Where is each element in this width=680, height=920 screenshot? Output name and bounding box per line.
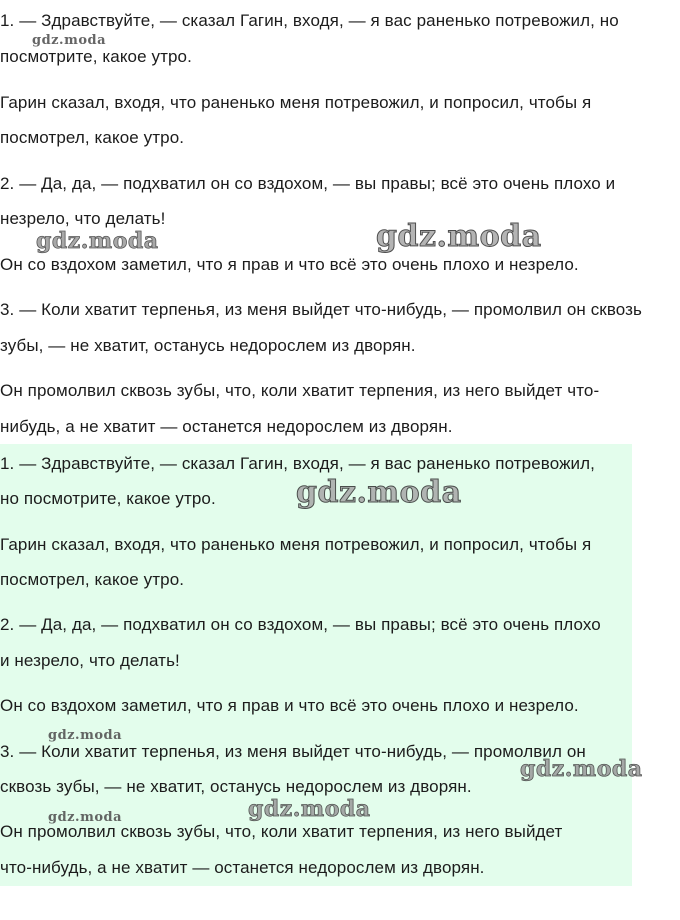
text-line: Гарин сказал, входя, что раненько меня потревожил, и попросил, чтобы я (0, 93, 592, 112)
watermark: gdz.moda (36, 228, 159, 254)
watermark: gdz.moda (248, 796, 371, 822)
text-line: 2. — Да, да, — подхватил он со вздохом, — вы правы; всё это очень плохо (0, 615, 601, 634)
text-line: посмотрите, какое утро. (0, 47, 192, 66)
text-line: сквозь зубы, — не хватит, останусь недорослем из дворян. (0, 777, 472, 796)
text-line: нибудь, а не хватит — останется недорослем из дворян. (0, 417, 453, 436)
text-line: Гарин сказал, входя, что раненько меня потревожил, и попросил, чтобы я (0, 535, 592, 554)
text-line: посмотрел, какое утро. (0, 570, 185, 589)
watermark: gdz.moda (48, 810, 123, 825)
text-line: 2. — Да, да, — подхватил он со вздохом, — вы правы; всё это очень плохо и (0, 174, 616, 193)
text-line: Он со вздохом заметил, что я прав и что всё это очень плохо и незрело. (0, 696, 579, 715)
text-line: 3. — Коли хватит терпенья, из меня выйдет что-нибудь, — промолвил он (0, 742, 586, 761)
text-line: незрело, что делать! (0, 209, 166, 228)
watermark: gdz.moda (376, 219, 542, 254)
text-line: 1. — Здравствуйте, — сказал Гагин, входя, — я вас раненько потревожил, но (0, 11, 619, 30)
text-line: что-нибудь, а не хватит — останется недорослем из дворян. (0, 858, 485, 877)
watermark: gdz.moda (32, 33, 107, 48)
text-line: зубы, — не хватит, останусь недорослем из дворян. (0, 336, 416, 355)
watermark: gdz.moda (48, 728, 123, 743)
text-line: посмотрел, какое утро. (0, 128, 185, 147)
text-line: 3. — Коли хватит терпенья, из меня выйдет что-нибудь, — промолвил он сквозь (0, 300, 642, 319)
watermark: gdz.moda (296, 475, 462, 510)
text-line: но посмотрите, какое утро. (0, 489, 216, 508)
text-line: 1. — Здравствуйте, — сказал Гагин, входя, — я вас раненько потревожил, (0, 454, 595, 473)
watermark: gdz.moda (520, 756, 643, 782)
text-line: и незрело, что делать! (0, 651, 180, 670)
text-line: Он со вздохом заметил, что я прав и что всё это очень плохо и незрело. (0, 255, 579, 274)
text-line: Он промолвил сквозь зубы, что, коли хватит терпения, из него выйдет что- (0, 381, 600, 400)
text-line: Он промолвил сквозь зубы, что, коли хватит терпения, из него выйдет (0, 822, 563, 841)
